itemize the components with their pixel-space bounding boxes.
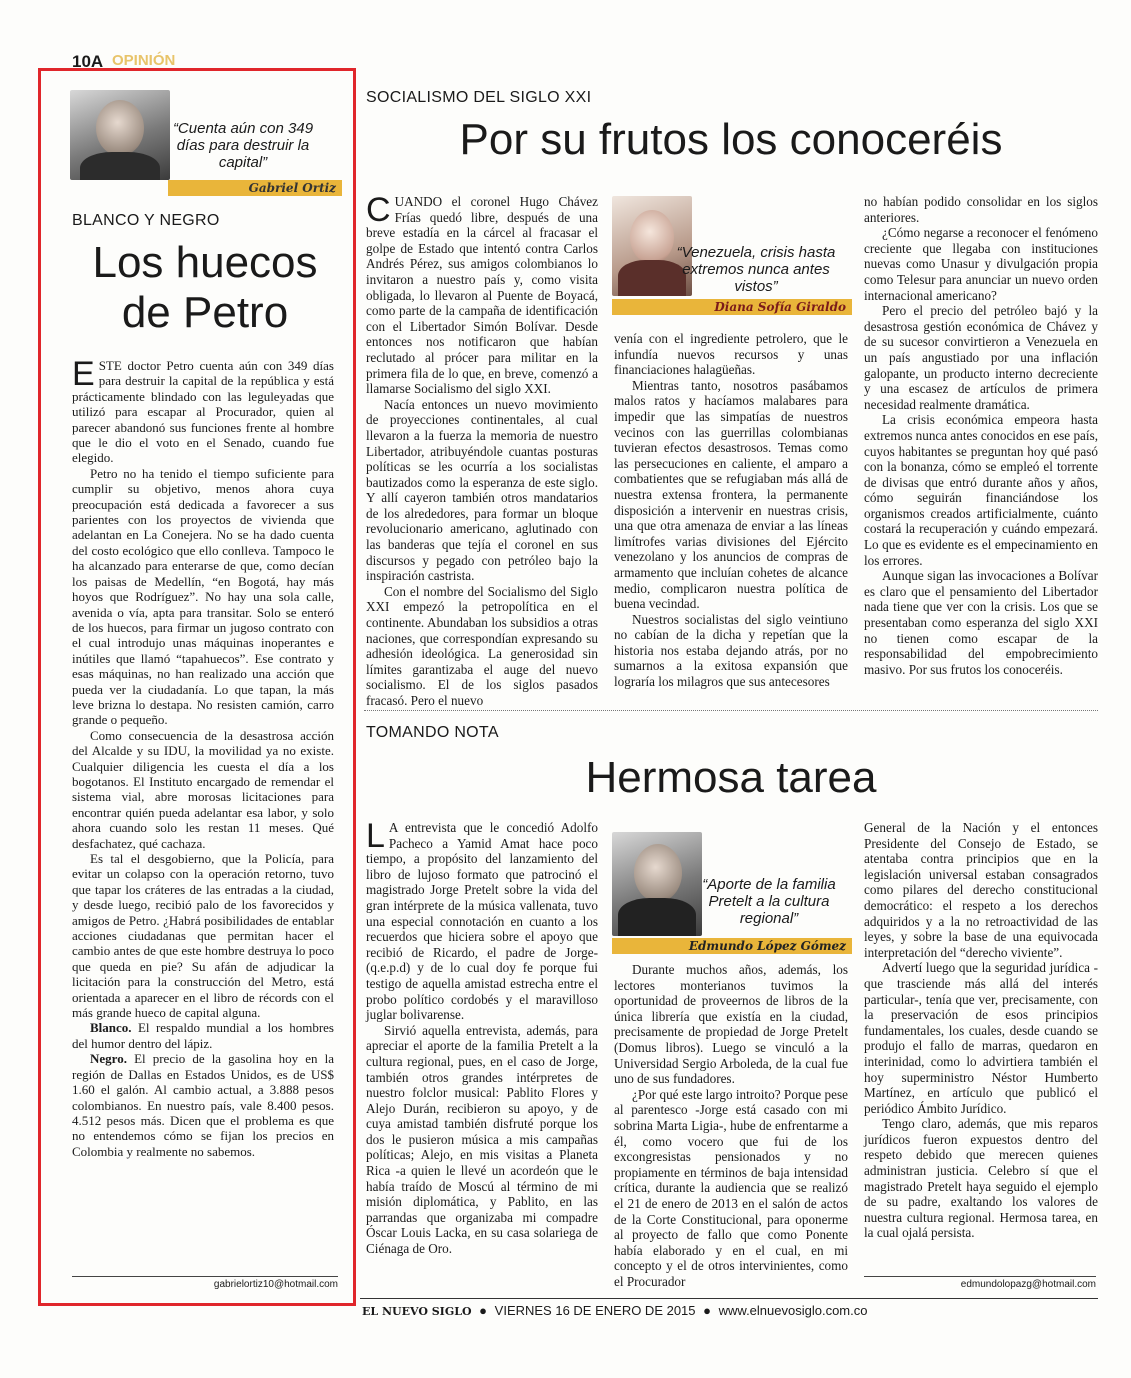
paragraph: ¿Por qué este largo introito? Porque pese al parentesco -Jorge está casado con mi sobrina Marta Ligia-, hube de enfrentarme a él, como vocero que fui de los excongresistas pensionados y no propiamente en términos de baja intensidad crítica, durante la audiencia que se realizó el 21 de enero de 2013 en el salón de actos de la Corte Constitucional, para oponerme al proyecto de fallo que como Ponente había elaborado y en el cual, en mi concepto y el de otros intervinientes, como el Procurador <box>614 1086 848 1289</box>
column-title <box>60 238 350 338</box>
negro-label: Negro. <box>90 1051 127 1067</box>
author-email[interactable]: edmundolopazg@hotmail.com <box>864 1276 1096 1290</box>
article-title: Por su frutos los conoceréis <box>459 115 1003 164</box>
author-photo <box>612 832 702 936</box>
paragraph: Nuestros socialistas del siglo veintiuno no cabían de la dicha y repetían que la historia nos estaba dejando atrás, por no sumarnos a la exitosa expansión que lograría los milagros que sus antecesores <box>614 611 848 690</box>
paragraph: Es tal el desgobierno, que la Policía, para evitar un colapso con la operación retorno, tuvo que tapar los cráteres de las entradas a la ciudad, y desde luego, recibió palo de los favorecidos y amigos de Petro. ¿Habrá posibilidades de entablar acciones ciudadanas que permitan hacer el cambio antes de que este hombre destruya lo poco que queda en pie? Su afán de adjudicar la licitación para la construcción del Metro, está orientada a aparecer en el libro de récords con el más grande hueco de capital alguna. <box>72 851 334 1021</box>
paragraph: UANDO el coronel Hugo Chávez Frías quedó libre, después de una breve estadía en la cárcel al fracasar el golpe de Estado que intentó contra Carlos Andrés Pérez, sus amigos colombianos lo invitaron a nuestro país y, como visita obligada, lo llevaron al Puente de Boyacá, como parte de la campaña de identificación con el Libertador Simón Bolívar. Desde entonces nos notificaron que habían reclutado al prócer para militar en la primera fila de lo que, en breve, comenzó a llamarse Socialismo del siglo XXI. <box>366 194 598 397</box>
author-photo <box>70 90 170 180</box>
blanco-paragraph <box>72 1020 334 1051</box>
bullet-icon: ● <box>479 1303 488 1318</box>
paragraph: Petro no ha tenido el tiempo suficiente para cumplir su objetivo, menos ahora cuya preocupación está dedicada a favorecer a sus parientes con los proyectos de vivienda que adelantan en La Conejera. No se ha dado cuenta del costo ecológico que ello conlleva. Tampoco le ha alcanzado para enterarse de que, como decían los paisas de Medellín, “en Bogotá, hay más hoyos que Rodríguez”. No hay una sola calle, avenida o vía, apta para transitar. Solo se enteró de los huecos, para firmar un jugoso contrato con el cual introdujo unas máquinas inoperantes e inútiles que llamó “tapahuecos”. Ese contrato y esas máquinas, no han realizado una acción que pueda ver la ciudadanía. Lo que tapan, la más leve brizna lo destapa. No resisten camión, carro grande o pequeño. <box>72 465 334 728</box>
paragraph: A entrevista que le concedió Adolfo Pacheco a Yamid Amat hace poco tiempo, a propósito del lanzamiento del libro de lujoso formato que patrocinó el magistrado Jorge Pretelt sobre la vida del gran intérprete de la música vallenata, tuvo una especial connotación en cuanto a los recuerdos que hiciera sobre el apoyo que recibió de Ricardo, el padre de Jorge- (q.e.p.d) y de lo cual doy fe porque fui testigo de aquella amistad estrecha entre el probo político cordobés y el maravilloso juglar bolivarense. <box>366 820 598 1023</box>
article-col-3 <box>864 194 1098 677</box>
footer-rule <box>360 1298 1098 1299</box>
paragraph: Como consecuencia de la desastrosa acción del Alcalde y su IDU, la movilidad ya no existe. Cualquier diligencia les cuesta el día a los bogotanos. El Instituto encargado de remendar el sistema vial, abre morosas licitaciones para encontrar quién pueda adelantar esa labor, y solo ahora cuando solo les restan 11 meses. Qué desfachatez, qué cachaza. <box>72 727 334 851</box>
author-byline: Gabriel Ortiz <box>168 180 342 196</box>
blanco-text: El respaldo mundial a los hombres del humor dentro del lápiz. <box>72 1020 334 1051</box>
masthead-logo: EL NUEVO SIGLO <box>362 1305 472 1318</box>
title-line-2: de Petro <box>121 288 289 337</box>
author-byline: Diana Sofía Giraldo <box>612 299 852 315</box>
paragraph: Sirvió aquella entrevista, además, para apreciar el aporte de la familia Pretelt a la cultura regional, pues, en el caso de Jorge, también otros grandes intérpretes de nuestro folclor musical: Pablito Flores y Alejo Durán, recibieron su apoyo, y de cuya amistad también disfruté porque los dos le pusieron música a mis campañas políticas; Alejo, en mis visitas a Planeta Rica -a quien le llevé un acordeón que le había traído de Moscú al término de mi misión diplomática, y Pablito, en las parrandas que organizaba mi compadre Óscar Louis Lacka, en su casa solariega de Ciénaga de Oro. <box>366 1022 598 1257</box>
column-section-label: BLANCO Y NEGRO <box>72 212 220 229</box>
article-col-3 <box>864 820 1098 1241</box>
dropcap: C <box>366 191 391 229</box>
pull-quote: “Venezuela, crisis hasta extremos nunca antes vistos” <box>676 244 836 295</box>
article-section-label: SOCIALISMO DEL SIGLO XXI <box>366 89 592 106</box>
paragraph: STE doctor Petro cuenta aún con 349 días para destruir la capital de la república y está prácticamente blindado con las leguleyadas que utilizó para escapar al Procurador, quien al parecer abandonó sus funciones frente al hombre que le dio el voto en el Senado, cuando fue elegido. <box>72 358 334 466</box>
pull-quote: “Aporte de la familia Pretelt a la cultura regional” <box>702 876 836 927</box>
negro-paragraph <box>72 1051 334 1159</box>
article-col-2 <box>614 331 848 690</box>
paragraph: Tengo claro, además, que mis reparos jurídicos fueron expuestos dentro del respeto debido que merecen quienes administran justicia. Celebro sí que el magistrado Pretelt haya seguido el ejemplo de su padre, exaltando los valores de nuestra cultura regional. Hermosa tarea, en la cual ojalá persista. <box>864 1116 1098 1241</box>
article-title: Hermosa tarea <box>585 753 877 802</box>
article-col-1 <box>366 817 598 1257</box>
paragraph: Mientras tanto, nosotros pasábamos malos ratos y hacíamos malabares para impedir que las simpatías de nuestros vecinos con las guerrillas colombianas tuvieran efectos desastrosos. Temas como las persecuciones en caliente, el amparo a combatientes que se refugiaban más allá de nuestra extensa frontera, la permanente disposición a intervenir en nuestras crisis, una que otra amenaza de enviar a las líneas limítrofes varias divisiones del Ejército venezolano y los anuncios de compras de armamento que incluían cohetes de alcance medio, complicaron nuestra política de buena vecindad. <box>614 377 848 612</box>
paragraph: venía con el ingrediente petrolero, que le infundía nuevos recursos y unas financiaciones halagüeñas. <box>614 331 848 378</box>
blanco-label: Blanco. <box>90 1020 132 1036</box>
article-col-2 <box>614 962 848 1289</box>
paragraph: General de la Nación y el entonces Presidente del Consejo de Estado, se atentaba contra principios que en la legislación universal estaban consagrados como pilares del derecho constitucional democrático: el respeto a los derechos adquiridos y a la no retroactividad de las leyes, y sobre la base de una equivocada interpretación del “derecho viviente”. <box>864 820 1098 960</box>
footer <box>362 1303 867 1318</box>
section-header: OPINIÓN <box>112 52 176 69</box>
paragraph: Pero el precio del petróleo bajó y la desastrosa gestión económica de Chávez y de su sucesor convirtieron a Venezuela en un país angustiado por una inflación galopante, un producto interno decreciente y una escasez de artículos de primera necesidad realmente dramática. <box>864 303 1098 412</box>
footer-date: VIERNES 16 DE ENERO DE 2015 <box>494 1303 696 1318</box>
paragraph: Advertí luego que la seguridad jurídica -que trasciende más allá del interés particular-, tenía que ver, precisamente, con la preservación de esos principios fundamentales, los cuales, desde cuando se produjo el fallo de marras, quedaron en interinidad, como lo advirtiera también el hoy superministro Néstor Humberto Martínez, en artículo que publicó el periódico Ámbito Jurídico. <box>864 960 1098 1116</box>
article-section-label: TOMANDO NOTA <box>366 724 499 741</box>
paragraph: La crisis económica empeora hasta extremos nunca antes conocidos en ese país, cuyos habitantes se preguntan hoy qué pasó con la bonanza, cómo se empleó el torrente de divisas que entró durante años y años, cómo seguirán financiándose los organismos creados artificialmente, cuánto costará la recuperación y cuándo empezará. Lo que es evidente es el empecinamiento en los errores. <box>864 412 1099 568</box>
paragraph: ¿Cómo negarse a reconocer el fenómeno creciente que llegaba con instituciones nuevas como Unasur y divulgación propia como Telesur para anunciar un nuevo orden internacional americano? <box>864 225 1098 303</box>
dropcap: L <box>366 817 385 855</box>
page-number: 10A <box>72 52 104 71</box>
paragraph: no habían podido consolidar en los siglos anteriores. <box>864 194 1098 225</box>
paragraph: Durante muchos años, además, los lectores monterianos tuvimos la oportunidad de proveernos de libros de la única librería que existía en la ciudad, precisamente de propiedad de Jorge Pretelt (Domus libros). Luego se vinculó a la Universidad Sergio Arboleda, de la cual fue uno de sus fundadores. <box>614 962 848 1087</box>
article-divider <box>364 710 1098 711</box>
bullet-icon: ● <box>703 1303 711 1318</box>
paragraph: Aunque sigan las invocaciones a Bolívar es claro que el pensamiento del Libertador nada tiene que ver con la crisis. Los que se presentaban como esperanza del siglo XXI no tienen como escapar de la responsabilidad del empobrecimiento masivo. Por sus frutos los conoceréis. <box>864 568 1098 677</box>
pull-quote: “Cuenta aún con 349 días para destruir la capital” <box>172 120 314 171</box>
article-col-1 <box>366 191 598 709</box>
author-byline: Edmundo López Gómez <box>612 938 852 954</box>
negro-text: El precio de la gasolina hoy en la región de Dallas en Estados Unidos, es de US$ 1.60 el galón. Al cambio actual, a 3.888 pesos colombianos. En nuestro país, vale 8.400 pesos. 4.512 pesos más. Dicen que el problema es que no entendemos cómo se fijan los precios en Colombia y realmente no sabemos. <box>72 1051 334 1159</box>
paragraph: Nacía entonces un nuevo movimiento de proyecciones continentales, al cual llevaron a la fuerza la memoria de nuestro Libertador, atribuyéndole cuantas posturas políticas se les ocurría a los socialistas bautizados como la esperanza de este siglo. Y allí cayeron también otros mandatarios de los alrededores, para formar un bloque revolucionario americano, aglutinado con las banderas que tejía el coronel en sus discursos y pegado con petróleo bajo la inspiración castrista. <box>366 396 598 584</box>
footer-url[interactable]: www.elnuevosiglo.com.co <box>718 1303 868 1318</box>
author-email[interactable]: gabrielortiz10@hotmail.com <box>72 1276 338 1290</box>
column-body <box>72 355 334 1159</box>
title-line-1: Los huecos <box>92 238 318 287</box>
paragraph: Con el nombre del Socialismo del Siglo XXI empezó la petropolítica en el continente. Abundaban los subsidios a otras naciones, que correspondían expresando su adhesión ideológica. La generosidad sin límites garantizaba el auge del nuevo socialismo. El de los siglos pasados fracasó. Pero el nuevo <box>366 583 598 708</box>
dropcap: E <box>72 355 95 393</box>
